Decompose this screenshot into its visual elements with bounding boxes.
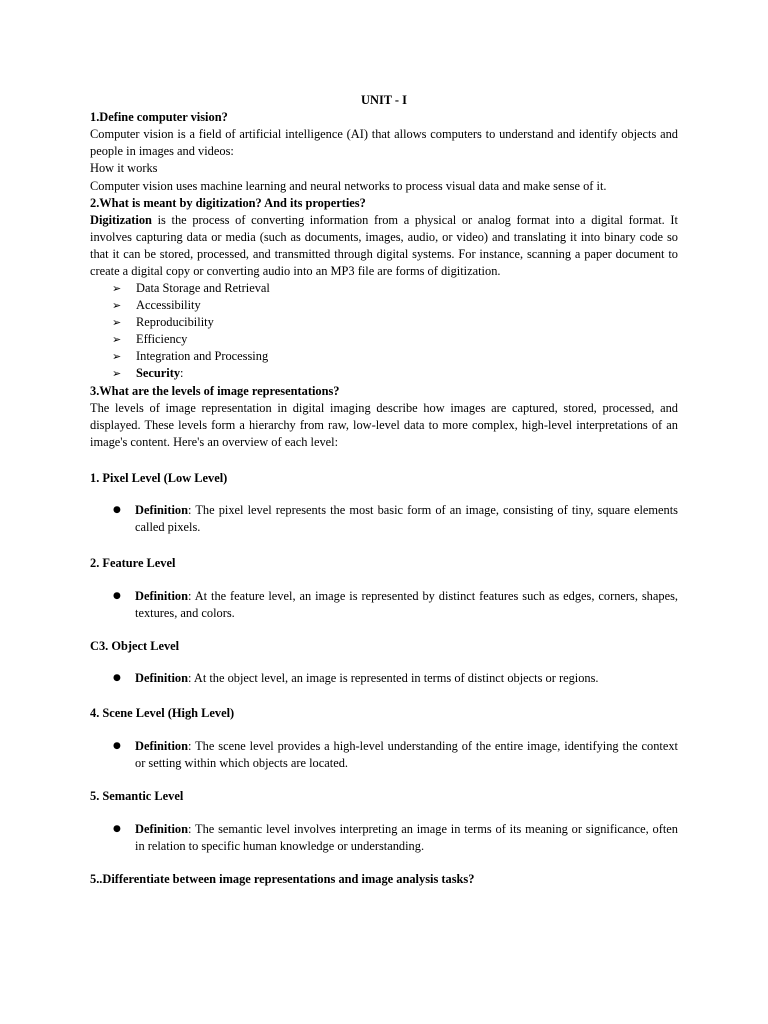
q5-heading: 5..Differentiate between image representations and image analysis tasks? bbox=[90, 872, 475, 886]
list-item: ➢ Reproducibility bbox=[90, 314, 650, 331]
bullet-icon: ● bbox=[113, 741, 121, 751]
properties-list bbox=[90, 280, 650, 383]
level-heading: 2. Feature Level bbox=[90, 556, 176, 570]
q1-how-it-works: How it works bbox=[90, 161, 158, 175]
digitization-body: is the process of converting information from a physical or analog format into a digital format. It involves capturing data or media (such as documents, images, audio, or video) and translating it into binary code so that it can be stored, processed, and transmitted through digital systems. For instance, scanning a paper document to create a digital copy or converting audio into an MP3 file are forms of digitization. bbox=[90, 213, 678, 279]
bullet-icon: ● bbox=[113, 591, 121, 601]
arrow-bullet-icon: ➢ bbox=[112, 367, 122, 381]
level-heading: 5. Semantic Level bbox=[90, 789, 184, 803]
level-heading: 4. Scene Level (High Level) bbox=[90, 706, 235, 720]
level-definition: ● Definition: The semantic level involves interpreting an image in terms of its meaning or significance, often in relation to specific human knowledge or understanding. bbox=[113, 822, 678, 854]
q3-intro: The levels of image representation in digital imaging describe how images are captured, stored, processed, and displayed. These levels form a hierarchy from raw, low-level data to more complex, high-level interpretations of an image's content. Here's an overview of each level: bbox=[90, 401, 678, 450]
list-item: ➢ Accessibility bbox=[90, 297, 650, 314]
q1-paragraph: Computer vision is a field of artificial intelligence (AI) that allows computers to understand and identify objects and people in images and videos: bbox=[90, 127, 678, 159]
bullet-icon: ● bbox=[113, 673, 121, 683]
arrow-bullet-icon: ➢ bbox=[112, 299, 122, 313]
bullet-icon: ● bbox=[113, 505, 121, 515]
list-item: ➢ Integration and Processing bbox=[90, 348, 650, 365]
arrow-bullet-icon: ➢ bbox=[112, 316, 122, 330]
level-definition: ● Definition: At the feature level, an image is represented by distinct features such as edges, corners, shapes, textures, and colors. bbox=[113, 589, 678, 621]
level-definition: ● Definition: The pixel level represents the most basic form of an image, consisting of tiny, square elements called pixels. bbox=[113, 503, 678, 535]
level-heading: C3. Object Level bbox=[90, 639, 180, 653]
arrow-bullet-icon: ➢ bbox=[112, 333, 122, 347]
digitization-term: Digitization bbox=[90, 213, 152, 227]
list-item: ➢ Efficiency bbox=[90, 331, 650, 348]
level-definition: ● Definition: The scene level provides a high-level understanding of the entire image, identifying the context or setting within which objects are located. bbox=[113, 739, 678, 771]
level-definition: ● Definition: At the object level, an image is represented in terms of distinct objects or regions. bbox=[113, 670, 678, 687]
bullet-icon: ● bbox=[113, 824, 121, 834]
arrow-bullet-icon: ➢ bbox=[112, 282, 122, 295]
level-heading: 1. Pixel Level (Low Level) bbox=[90, 471, 228, 485]
q1-explanation: Computer vision uses machine learning and neural networks to process visual data and make sense of it. bbox=[90, 179, 607, 193]
q2-paragraph bbox=[90, 212, 678, 280]
q2-heading: 2.What is meant by digitization? And its properties? bbox=[90, 196, 366, 210]
unit-title: UNIT - I bbox=[361, 93, 407, 107]
list-item: ➢ Security: bbox=[90, 365, 650, 382]
arrow-bullet-icon: ➢ bbox=[112, 350, 122, 364]
q3-heading: 3.What are the levels of image representations? bbox=[90, 384, 340, 398]
list-item: ➢ Data Storage and Retrieval bbox=[90, 280, 650, 297]
q1-heading: 1.Define computer vision? bbox=[90, 110, 228, 124]
